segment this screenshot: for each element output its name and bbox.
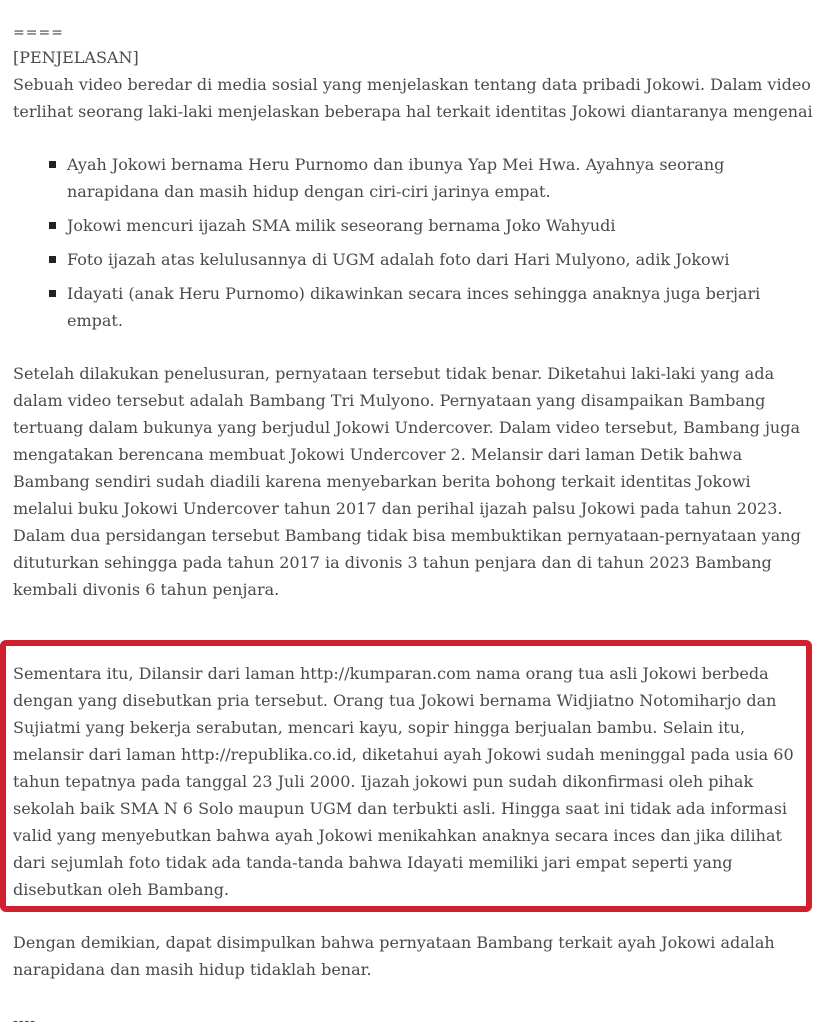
claims-list	[13, 151, 813, 334]
conclusion-paragraph: Dengan demikian, dapat disimpulkan bahwa pernyataan Bambang terkait ayah Jokowi adalah narapidana dan masih hidup tidaklah benar.	[13, 933, 775, 979]
top-separator: ====	[13, 25, 64, 41]
section-heading: [PENJELASAN]	[13, 48, 139, 67]
list-item: Ayah Jokowi bernama Heru Purnomo dan ibunya Yap Mei Hwa. Ayahnya seorang narapidana dan masih hidup dengan ciri-ciri jarinya empat.	[49, 151, 813, 205]
list-item: Idayati (anak Heru Purnomo) dikawinkan secara inces sehingga anaknya juga berjari empat.	[49, 280, 813, 334]
highlighted-paragraph: Sementara itu, Dilansir dari laman http://kumparan.com nama orang tua asli Jokowi berbeda dengan yang disebutkan pria tersebut. Orang tua Jokowi bernama Widjiatno Notomiharjo dan Sujiatmi yang bekerja serabutan, mencari kayu, sopir hingga berjualan bambu. Selain itu, melansir dari laman http://republika.co.id, diketahui ayah Jokowi sudah meninggal pada usia 60 tahun tepatnya pada tanggal 23 Juli 2000. Ijazah jokowi pun sudah dikonfirmasi oleh pihak sekolah baik SMA N 6 Solo maupun UGM dan terbukti asli. Hingga saat ini tidak ada informasi valid yang menyebutkan bahwa ayah Jokowi menikahkan anaknya secara inces dan jika dilihat dari sejumlah foto tidak ada tanda-tanda bahwa Idayati memiliki jari empat seperti yang disebutkan oleh Bambang.	[13, 664, 794, 899]
article-body	[13, 22, 813, 629]
investigation-paragraph: Setelah dilakukan penelusuran, pernyataan tersebut tidak benar. Diketahui laki-laki yang ada dalam video tersebut adalah Bambang Tri Mulyono. Pernyataan yang disampaikan Bambang tertuang dalam bukunya yang berjudul Jokowi Undercover. Dalam video tersebut, Bambang juga mengatakan berencana membuat Jokowi Undercover 2. Melansir dari laman Detik bahwa Bambang sendiri sudah diadili karena menyebarkan berita bohong terkait identitas Jokowi melalui buku Jokowi Undercover tahun 2017 dan perihal ijazah palsu Jokowi pada tahun 2023. Dalam dua persidangan tersebut Bambang tidak bisa membuktikan pernyataan-pernyataan yang dituturkan sehingga pada tahun 2017 ia divonis 3 tahun penjara dan di tahun 2023 Bambang kembali divonis 6 tahun penjara.	[13, 364, 801, 599]
intro-paragraph: Sebuah video beredar di media sosial yang menjelaskan tentang data pribadi Jokowi. Dalam video terlihat seorang laki-laki menjelaskan beberapa hal terkait identitas Jokowi diantaranya mengenai	[13, 75, 813, 121]
bottom-separator: ----	[13, 1013, 36, 1029]
list-item: Foto ijazah atas kelulusannya di UGM adalah foto dari Hari Mulyono, adik Jokowi	[49, 246, 813, 273]
list-item: Jokowi mencuri ijazah SMA milik seseorang bernama Joko Wahyudi	[49, 212, 813, 239]
